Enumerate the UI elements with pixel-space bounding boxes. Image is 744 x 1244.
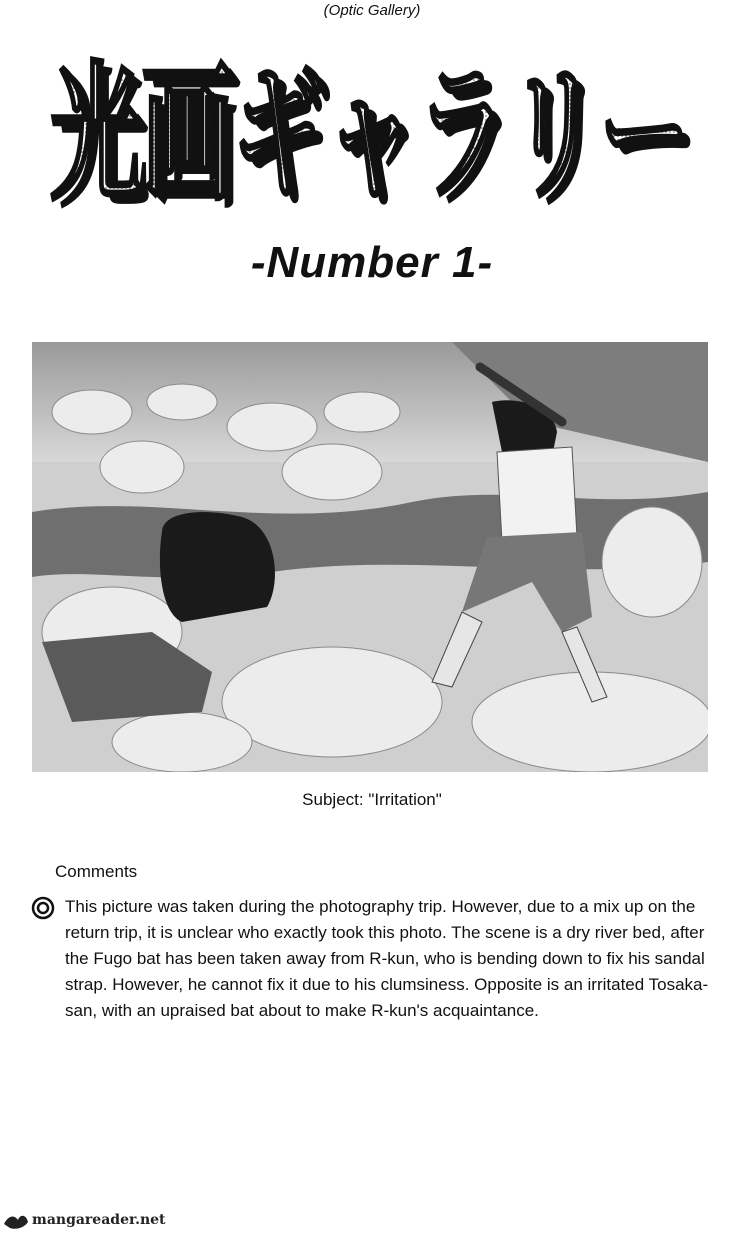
comment-body: This picture was taken during the photography trip. However, due to a mix up on the return trip, it is unclear who exactly took this photo. The scene is a dry river bed, after the Fugo bat has been taken away from R-kun, who is bending down to fix his sandal strap. However, he cannot fix it due to his clumsiness. Opposite is an irritated Tosaka-san, with an upraised bat about to make R-kun's acquaintance. [65,897,709,1020]
page-subtitle: (Optic Gallery) [323,2,421,19]
issue-number: -Number 1- [250,238,494,287]
watermark-text: mangareader.net [32,1212,166,1228]
logo-face: 光画ギャラリー [50,48,690,222]
logo-shadow: 光画ギャラリー [59,56,699,222]
photo-caption: Subject: "Irritation" [302,790,442,809]
logo-title [40,22,705,222]
double-circle-icon [31,896,55,920]
comments-heading: Comments [55,862,138,881]
gallery-photo [32,342,708,772]
